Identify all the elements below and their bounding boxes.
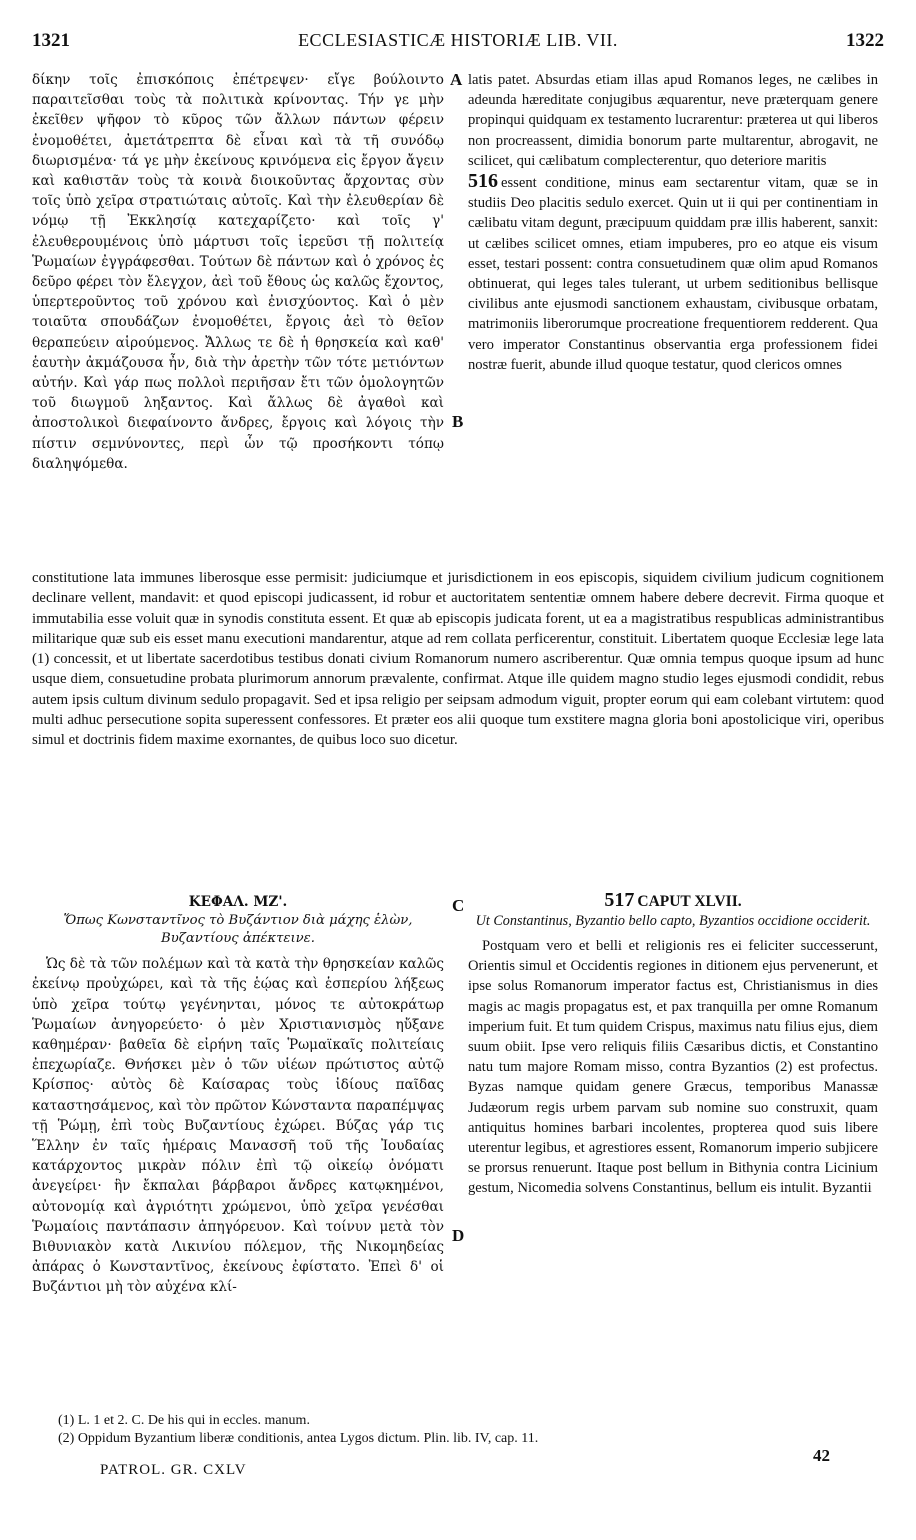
column-number-517: 517 (604, 889, 635, 911)
margin-marker-a: A (450, 70, 463, 89)
margin-marker-c: C (452, 896, 465, 915)
latin-chapter-title: CAPUT XLVII. (637, 893, 742, 910)
latin-fullwidth-block (32, 568, 884, 751)
footnote-2: (2) Oppidum Byzantium liberæ conditionis, antea Lygos dictum. Plin. lib. IV, cap. 11. (58, 1431, 539, 1446)
latin-text-top-b-body: essent conditione, minus eam sectarentur vitam, quæ se in studiis Deo placitis sedulo exercet. Quin ut ii qui per continentiam in cælibatu vitam degunt, præcipuum quiddam præ illis haberent, sanxit: ut cælibes scilicet omnes, etiam impuberes, pro eo atque eis visum esset, testari possent: contra consuetudinem quæ olim apud Romanos obtinuerat, qui leges tales tulerant, ut urbem seditionibus bellisque civilibus ante ejusmodi sanctionem exhaustam, civibusque orbatam, matrimoniis liberorumque procreatione frequentiorem redderent. Qua vero imperator Constantinus observantia erga professionem fidei nostræ fuerit, abunde illud quoque testatur, quod clericos omnes (468, 175, 878, 373)
latin-text-top-b (468, 171, 878, 375)
latin-chapter-column (468, 890, 878, 1199)
latin-chapter-text: Postquam vero et belli et religionis res ei feliciter successerunt, Orientis simul et Occidentis regiones in ditionem ejus pervenerunt, et ipse solus Romanorum imperator factus est, Christianismus in dies magis ac magis propagatus est, et pax tranquilla per omne Romanum imperium fuit. Et tum quidem Crispus, maximus natu filius ejus, diem suum obiit. Ipse vero reliquis filiis Cæsaribus dictis, et Constantino natu tum majore Romam misso, contra Byzantios (2) est profectus. Byzas namque quidam genere Græcus, temporibus Manassæ Judæorum regis urbem parvam sub nomine suo construxit, quam antiquitus homines barbari incolentes, propterea quod suis libere uterentur legibus, et agrestiores essent, Romanorum imperio subjicere se prorsus renuerunt. Itaque post bellum in Bithynia contra Licinium gestum, Nicomedia solvens Constantinus, bellum eis intulit. Byzantii (468, 938, 878, 1197)
page-number-left: 1321 (32, 30, 70, 51)
latin-text-top-a: latis patet. Absurdas etiam illas apud Romanos leges, ne cælibes in adeunda hæreditate conjugibus æquarentur, neve præterquam genere propinqui quidquam ex testamento lucrarentur: præterea ut qui liberos non procreassent, dimidia bonorum parte multarentur, abrogavit, ne scilicet, qui cælibatum complecterentur, quo deteriore maritis (468, 72, 878, 169)
greek-chapter-text: Ὡς δὲ τὰ τῶν πολέμων καὶ τὰ κατὰ τὴν θρησκείαν καλῶς ἐκείνῳ προὐχώρει, καὶ τὰ τῆς ἑῴας καὶ ἑσπερίου λήξεως ὑπὸ χεῖρα τούτῳ γεγένηνται, μόνος τε αὐτοκράτωρ Ῥωμαίων ἀνηγορεύετο· ὁ μὲν Χριστιανισμὸς ηὔξανε καθημέραν· βαθεῖα δὲ εἰρήνη ταῖς Ῥωμαϊκαῖς πολιτείαις ἐπεχωρίαζε. Θνήσκει μὲν ὁ τῶν υἱέων πρώτιστος αὐτῷ Κρίσπος· αὐτὸς δὲ Καίσαρας τοὺς ἰδίους παῖδας καταστησάμενος, καὶ τὸν πρῶτον Κώνσταντα παραπέμψας τῇ Ῥώμῃ, ἐπὶ τοὺς Βυζαντίους ἐχώρει. Βύζας γάρ τις Ἕλλην ἐν ταῖς ἡμέραις Μανασσῆ τοῦ τῆς Ἰουδαίας κατάρχοντος μικρὰν πόλιν ἐπὶ τῷ οἰκείῳ ὀνόματι ἀνεγείρει· ἣν ἔκπαλαι βάρβαροι ἄνδρες κατῳκημένοι, αὐτονομίᾳ καὶ ἀγριότητι χρώμενοι, ὑπὸ χεῖρα γενέσθαι Ῥωμαίοις παντάπασιν ἀπηγόρευον. Καὶ τοίνυν μετὰ τὸν Βιθυνιακὸν κατὰ Λικινίου πόλεμον, τῆς Νικομηδείας ἀπάρας ὁ Κωνσταντῖνος, ἐκείνους ἐφίστατο. Ἐπεὶ δ' οἱ Βυζάντιοι μὴ τὸν αὐχένα κλί- (32, 956, 444, 1296)
margin-marker-b: B (452, 412, 464, 431)
signature-mark: 42 (813, 1446, 830, 1465)
footnote-1: (1) L. 1 et 2. C. De his qui in eccles. manum. (58, 1413, 310, 1428)
greek-chapter-title: ΚΕΦΑΛ. ΜΖ'. (188, 894, 288, 910)
greek-chapter-subtitle: Ὅπως Κωνσταντῖνος τὸ Βυζάντιον διὰ μάχης ἑλὼν, Βυζαντίους ἀπέκτεινε. (63, 913, 413, 947)
latin-column-top (468, 70, 878, 375)
footnotes (58, 1412, 878, 1448)
margin-marker-d: D (452, 1226, 465, 1245)
latin-chapter-subtitle: Ut Constantinus, Byzantio bello capto, Byzantios occidione occiderit. (475, 913, 871, 929)
greek-chapter-column (32, 892, 444, 1298)
latin-fullwidth-text: constitutione lata immunes liberosque esse permisit: judiciumque et jurisdictionem in eos episcopis, siquidem civilium judicum cognitionem declinare vellent, mandavit: et quod episcopi judicassent, id robur et auctoritatem sententiæ omnem habere debere decrevit. Firma quoque et immutabilia esse voluit quæ in synodis constituta essent. Et quæ ab episcopis judicata forent, ut ea a magistratibus respublicas administrantibus militarique quæ sub eis esset manu executioni mandarentur, atque ad rem collata perficerentur, constituit. Libertatem quoque Ecclesiæ lege lata (1) concessit, et ut libertate sacerdotibus testibus donati civium Romanorum numero ascriberentur. Quæ omnia tempus quoque ipsum ad hunc usque diem, consuetudine probata plurimorum annorum prævalente, confirmat. Atque ille quidem magno studio leges ejusmodi condidit, rebus autem ipsis cultum divinum sedulo propagavit. Sed et ipsa religio per seipsam admodum viguit, propter eorum qui eam colebant virtutem: quod multi adhuc persecutione sopita superessent confessores. Et præter eos alii quoque tum exstitere magna gloria boni apostolicique viri, operibus simul et doctrinis fidem maxime exornantes, de quibus loco suo dicetur. (32, 570, 884, 749)
page-number-right: 1322 (846, 30, 884, 51)
running-header (32, 30, 884, 58)
greek-column-top (32, 70, 444, 474)
running-title: ECCLESIASTICÆ HISTORIÆ LIB. VII. (298, 30, 618, 50)
latin-chapter-heading (468, 890, 878, 912)
greek-text-top: δίκην τοῖς ἐπισκόποις ἐπέτρεψεν· εἴγε βούλοιντο παραιτεῖσθαι τοὺς τὰ πολιτικὰ κρίνοντας. Τήν γε μὴν ἐκεῖθεν ψῆφον τὸ κῦρος τῶν ἄλλων πάντων φέρειν ἐνομοθέτει, ἀμετάτρεπτα δὲ εἶναι καὶ τὰ τῆ συνόδῳ διωρισμένα· τά γε μὴν ἐκείνους κρινόμενα εἰς ἔργον ἄγειν καὶ καθιστᾶν τοὺς τὰ κοινὰ διοικοῦντας ἄρχοντας σὺν τοῖς ὑπὸ χεῖρα στρατιώταις αὐτοῖς. Καὶ τὴν ἐλευθερίαν δὲ νόμῳ τῇ Ἐκκλησίᾳ κατεχαρίζετο· καὶ τοῖς γ' ἐλευθερουμένοις ὑπὸ μάρτυσι τοῖς ἱερεῦσι τῇ πολιτείᾳ Ῥωμαίων ἐγγράφεσθαι. Τούτων δὲ πάντων καὶ ὁ χρόνος ἐς δεῦρο φέρει τὸν ἔλεγχον, ἀεὶ τοῦ ἔθους ὡς καλῶς ἔχοντος, ὑπερτεροῦντος τοῦ χρόνου καὶ ἐνισχύοντος. Καὶ ὁ μὲν τοιαῦτα σπουδάζων ἐνομοθέτει, ἔργοις ἀεὶ τὸ θεῖον θεραπεύειν αἱρούμενος. Ἄλλως τε δὲ ἡ θρησκεία καὶ καθ' ἑαυτὴν ἀκμάζουσα ἦν, διὰ τὴν ἀρετὴν τῶν τότε μετιόντων αὐτήν. Καὶ γάρ πως πολλοὶ περιῆσαν ἔτι τῶν ὁμολογητῶν τοῦ διωγμοῦ ληξαντος. Καὶ ἄλλως δὲ ἀγαθοὶ καὶ ἀποστολικοὶ διεφαίνοντο ἄνδρες, ἔργοις καὶ λόγοις τὴν πίστιν σεμνύνοντες, περὶ ὧν τῷ προσήκοντι τόπῳ διαληψόμεθα. (32, 72, 444, 472)
patrologia-reference: PATROL. GR. CXLV (100, 1462, 247, 1478)
column-number-516: 516 (468, 170, 498, 193)
